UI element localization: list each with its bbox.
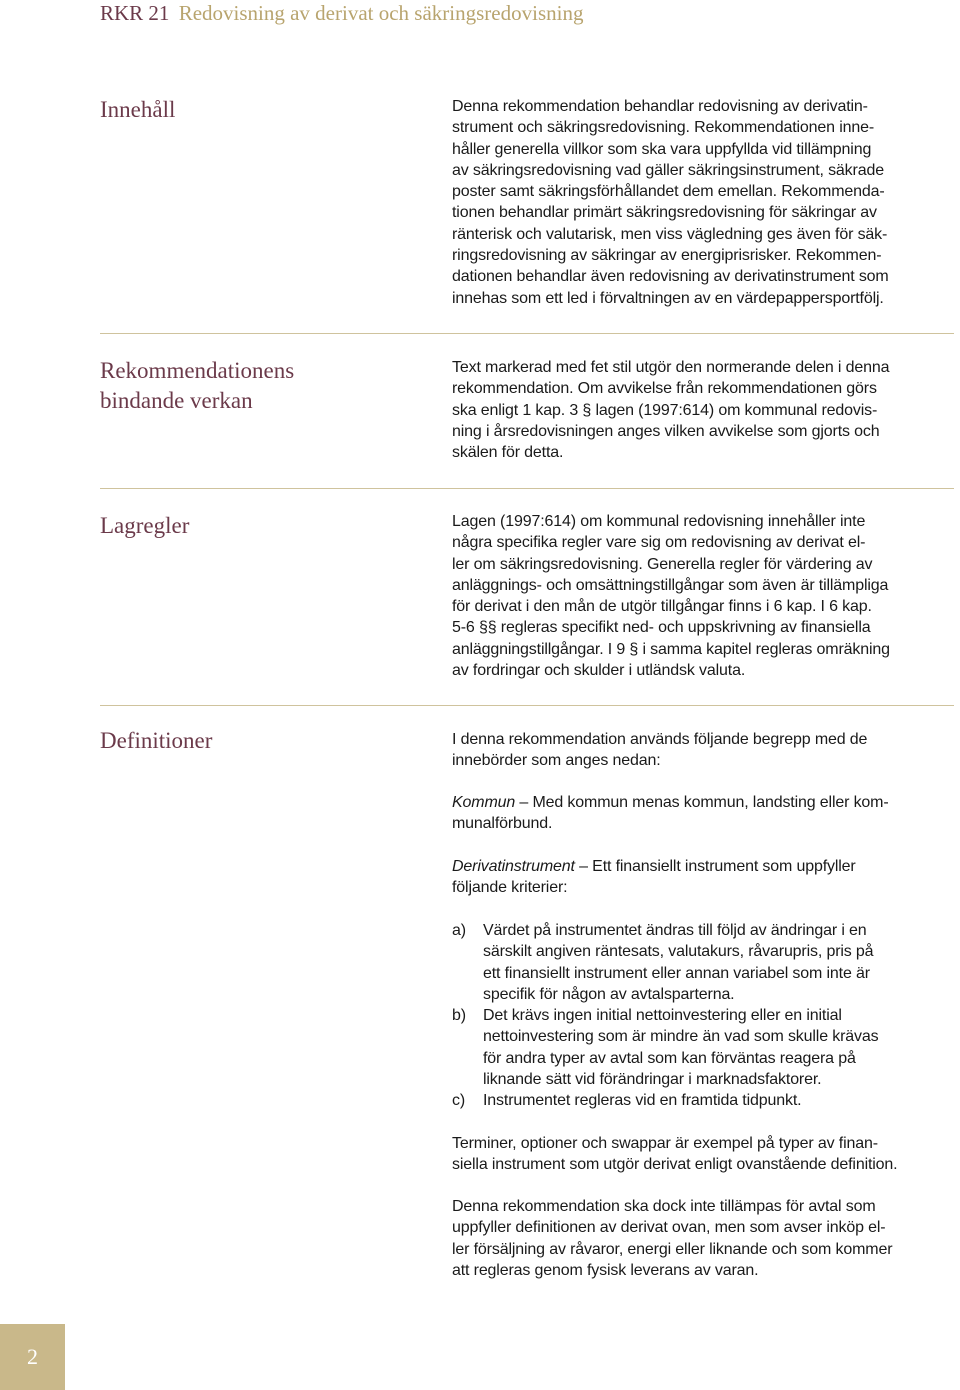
body-line: av fordringar och skulder i utländsk valuta. bbox=[452, 662, 746, 680]
body-line: anläggningstillgångar. I 9 § i samma kapitel regleras omräkning bbox=[452, 640, 890, 658]
body-line: Det krävs ingen initial nettoinvestering eller en initial bbox=[483, 1007, 842, 1025]
section-body-lagregler bbox=[452, 511, 956, 681]
body-line bbox=[452, 856, 956, 877]
body-line: ning i årsredovisningen anges vilken avvikelse som gjorts och bbox=[452, 422, 880, 440]
list-marker: c) bbox=[452, 1092, 466, 1110]
section-divider bbox=[100, 333, 954, 334]
definition-text: – Med kommun menas kommun, landsting eller kom- bbox=[515, 794, 889, 811]
page-number-text: 2 bbox=[27, 1344, 38, 1369]
section-heading-innehall: Innehåll bbox=[100, 97, 176, 122]
list-item-a bbox=[452, 920, 956, 1005]
body-line: poster samt säkringsförhållandet dem emellan. Rekommenda- bbox=[452, 183, 885, 201]
definitions-intro bbox=[452, 729, 956, 772]
body-line: några specifika regler vare sig om redovisning av derivat el- bbox=[452, 534, 866, 552]
body-line: av säkringsredovisning vad gäller säkringsinstrument, säkrade bbox=[452, 161, 884, 179]
body-line: ska enligt 1 kap. 3 § lagen (1997:614) om kommunal redovis- bbox=[452, 401, 878, 419]
definition-text: – Ett finansiellt instrument som uppfyller bbox=[574, 858, 856, 875]
body-line: skälen för detta. bbox=[452, 444, 564, 462]
body-line: att regleras genom fysisk leverans av varan. bbox=[452, 1261, 759, 1279]
term-kommun: Kommun bbox=[452, 794, 516, 811]
document-title: Redovisning av derivat och säkringsredovisning bbox=[178, 1, 584, 25]
body-line: ler om säkringsredovisning. Generella regler för värdering av bbox=[452, 555, 873, 573]
body-line: Lagen (1997:614) om kommunal redovisning innehåller inte bbox=[452, 513, 866, 530]
body-line: liknande sätt vid förändringar i marknadsfaktorer. bbox=[483, 1071, 822, 1089]
criteria-list bbox=[452, 920, 956, 1112]
body-line: Terminer, optioner och swappar är exempel på typer av finan- bbox=[452, 1135, 878, 1152]
body-line: dationen behandlar även redovisning av derivatinstrument som bbox=[452, 268, 889, 286]
body-line: Värdet på instrumentet ändras till följd av ändringar i en bbox=[483, 922, 867, 939]
body-line: Instrumentet regleras vid en framtida tidpunkt. bbox=[483, 1092, 802, 1110]
paragraph-terminer bbox=[452, 1133, 956, 1176]
section-divider bbox=[100, 488, 954, 489]
page-number bbox=[0, 1324, 65, 1390]
heading-line: bindande verkan bbox=[100, 388, 253, 413]
section-heading-lagregler: Lagregler bbox=[100, 513, 190, 538]
body-line: ränterisk och valutarisk, men viss vägledning ges även för säk- bbox=[452, 225, 888, 243]
body-line: särskilt angiven räntesats, valutakurs, råvarupris, pris på bbox=[483, 943, 874, 961]
body-line: följande kriterier: bbox=[452, 879, 568, 897]
body-line: ler försäljning av råvaror, energi eller liknande och som kommer bbox=[452, 1240, 893, 1258]
heading-line: Rekommendationens bbox=[100, 358, 295, 383]
body-line: nettoinvestering som är mindre än vad som skulle krävas bbox=[483, 1028, 879, 1046]
list-item-c bbox=[452, 1090, 956, 1111]
body-line: Text markerad med fet stil utgör den normerande delen i denna bbox=[452, 359, 890, 376]
body-line: anläggnings- och omsättningstillgångar som även är tillämpliga bbox=[452, 576, 889, 594]
body-line: innebörder som anges nedan: bbox=[452, 752, 661, 770]
document-code: RKR 21 bbox=[100, 1, 170, 25]
body-line: I denna rekommendation används följande begrepp med de bbox=[452, 731, 868, 748]
section-heading-definitioner: Definitioner bbox=[100, 728, 213, 753]
list-marker: a) bbox=[452, 922, 466, 939]
running-head bbox=[100, 1, 583, 25]
list-item-b bbox=[452, 1005, 956, 1090]
body-line bbox=[452, 792, 956, 813]
section-body-bindande-verkan bbox=[452, 357, 956, 463]
body-line: Denna rekommendation behandlar redovisning av derivatin- bbox=[452, 98, 868, 115]
section-divider bbox=[100, 705, 954, 706]
paragraph-tillampas bbox=[452, 1196, 956, 1281]
body-line: tionen behandlar primärt säkringsredovisning för säkringar av bbox=[452, 204, 877, 222]
section-body-innehall bbox=[452, 96, 956, 309]
body-line: siella instrument som utgör derivat enligt ovanstående definition. bbox=[452, 1156, 898, 1174]
body-line: rekommendation. Om avvikelse från rekommendationen görs bbox=[452, 380, 877, 398]
body-line: för derivat i den mån de utgör tillgångar finns i 6 kap. I 6 kap. bbox=[452, 598, 872, 616]
list-marker: b) bbox=[452, 1007, 466, 1025]
body-line: uppfyller definitionen av derivat ovan, men som avser inköp el- bbox=[452, 1219, 886, 1237]
body-line: munalförbund. bbox=[452, 815, 553, 833]
body-line: ett finansiellt instrument eller annan variabel som inte är bbox=[483, 964, 870, 982]
body-line: strument och säkringsredovisning. Rekommendationen inne- bbox=[452, 119, 875, 137]
definition-kommun bbox=[452, 792, 956, 835]
body-line: Denna rekommendation ska dock inte tillämpas för avtal som bbox=[452, 1198, 876, 1215]
body-line: specifik för någon av avtalsparterna. bbox=[483, 985, 735, 1003]
body-line: håller generella villkor som ska vara uppfyllda vid tillämpning bbox=[452, 140, 872, 158]
body-line: innehas som ett led i förvaltningen av en värdepappersportfölj. bbox=[452, 289, 884, 307]
body-line: för andra typer av avtal som kan förväntas reagera på bbox=[483, 1049, 856, 1067]
definition-derivatinstrument bbox=[452, 856, 956, 899]
term-derivatinstrument: Derivatinstrument bbox=[452, 858, 575, 875]
section-heading-bindande-verkan bbox=[100, 356, 294, 416]
body-line: 5-6 §§ regleras specifikt ned- och uppskrivning av finansiella bbox=[452, 619, 871, 637]
body-line: ringsredovisning av säkringar av energiprisrisker. Rekommen- bbox=[452, 247, 882, 265]
